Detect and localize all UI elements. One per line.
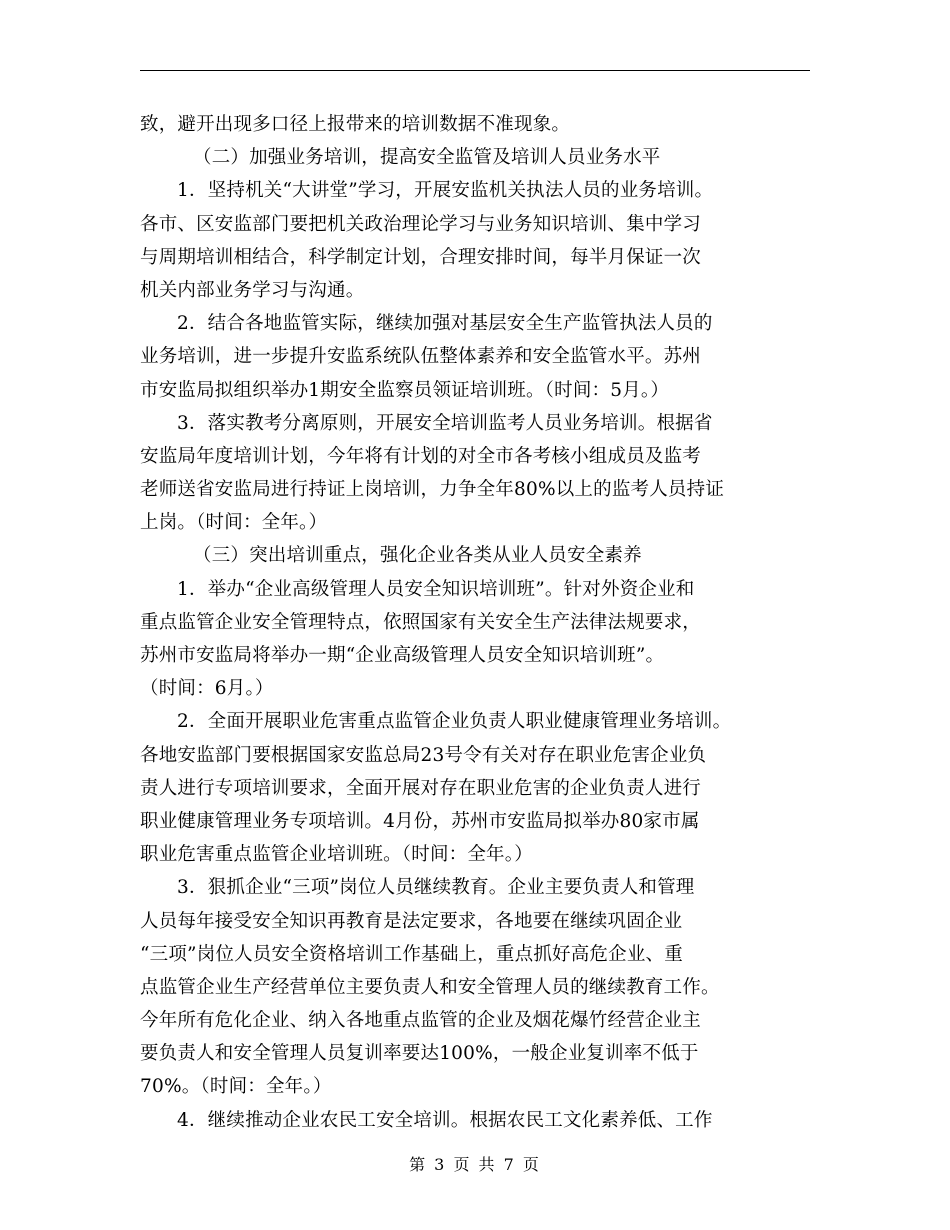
text-line: 1．举办“企业高级管理人员安全知识培训班”。针对外资企业和 — [177, 578, 695, 600]
text-line: 3．落实教考分离原则，开展安全培训监考人员业务培训。根据省 — [177, 412, 713, 434]
text-line: “三项”岗位人员安全资格培训工作基础上，重点抓好高危企业、重 — [140, 943, 683, 965]
text-line: 2．结合各地监管实际，继续加强对基层安全生产监管执法人员的 — [177, 313, 713, 335]
text-line: 机关内部业务学习与沟通。 — [140, 279, 365, 301]
section-heading-3: （三）突出培训重点，强化企业各类从业人员安全素养 — [193, 545, 642, 567]
text-line: 重点监管企业安全管理特点，依照国家有关安全生产法律法规要求， — [140, 611, 702, 633]
page-number-footer: 第 3 页 共 7 页 — [409, 1155, 541, 1174]
text-line: 4．继续推动企业农民工安全培训。根据农民工文化素养低、工作 — [177, 1109, 713, 1131]
text-line: 苏州市安监局将举办一期“企业高级管理人员安全知识培训班”。 — [140, 645, 665, 666]
text-line: 点监管企业生产经营单位主要负责人和安全管理人员的继续教育工作。 — [140, 976, 720, 998]
text-line: 职业危害重点监管企业培训班。（时间：全年。） — [140, 844, 533, 866]
text-line: 70%。（时间：全年。） — [140, 1076, 332, 1098]
text-line: 要负责人和安全管理人员复训率要达100%，一般企业复训率不低于 — [140, 1043, 699, 1065]
text-line: （时间：6月。） — [140, 678, 274, 700]
header-rule — [140, 70, 810, 71]
text-line: 致，避开出现多口径上报带来的培训数据不准现象。 — [140, 114, 571, 135]
text-line: 各地安监部门要根据国家安监总局23号令有关对存在职业危害企业负 — [140, 744, 707, 766]
text-line: 上岗。（时间：全年。） — [140, 512, 328, 534]
section-heading-2: （二）加强业务培训，提高安全监管及培训人员业务水平 — [193, 147, 661, 169]
text-line: 职业健康管理业务专项培训。4月份，苏州市安监局拟举办80家市属 — [140, 810, 700, 832]
text-line: 安监局年度培训计划，今年将有计划的对全市各考核小组成员及监考 — [140, 445, 702, 467]
text-line: 市安监局拟组织举办1期安全监察员领证培训班。（时间：5月。） — [140, 379, 670, 401]
text-line: 人员每年接受安全知识再教育是法定要求，各地要在继续巩固企业 — [140, 910, 683, 932]
text-line: 3．狠抓企业“三项”岗位人员继续教育。企业主要负责人和管理 — [177, 877, 695, 899]
text-line: 1．坚持机关“大讲堂”学习，开展安监机关执法人员的业务培训。 — [177, 180, 714, 202]
text-line: 各市、区安监部门要把机关政治理论学习与业务知识培训、集中学习 — [140, 213, 702, 235]
text-line: 责人进行专项培训要求，全面开展对存在职业危害的企业负责人进行 — [140, 777, 702, 799]
text-line: 与周期培训相结合，科学制定计划，合理安排时间，每半月保证一次 — [140, 246, 702, 268]
body-text — [140, 108, 820, 1137]
text-line: 今年所有危化企业、纳入各地重点监管的企业及烟花爆竹经营企业主 — [140, 1010, 702, 1032]
text-line: 业务培训，进一步提升安监系统队伍整体素养和安全监管水平。苏州 — [140, 346, 702, 368]
text-line: 2．全面开展职业危害重点监管企业负责人职业健康管理业务培训。 — [177, 711, 732, 733]
text-line: 老师送省安监局进行持证上岗培训，力争全年80%以上的监考人员持证 — [140, 479, 725, 501]
